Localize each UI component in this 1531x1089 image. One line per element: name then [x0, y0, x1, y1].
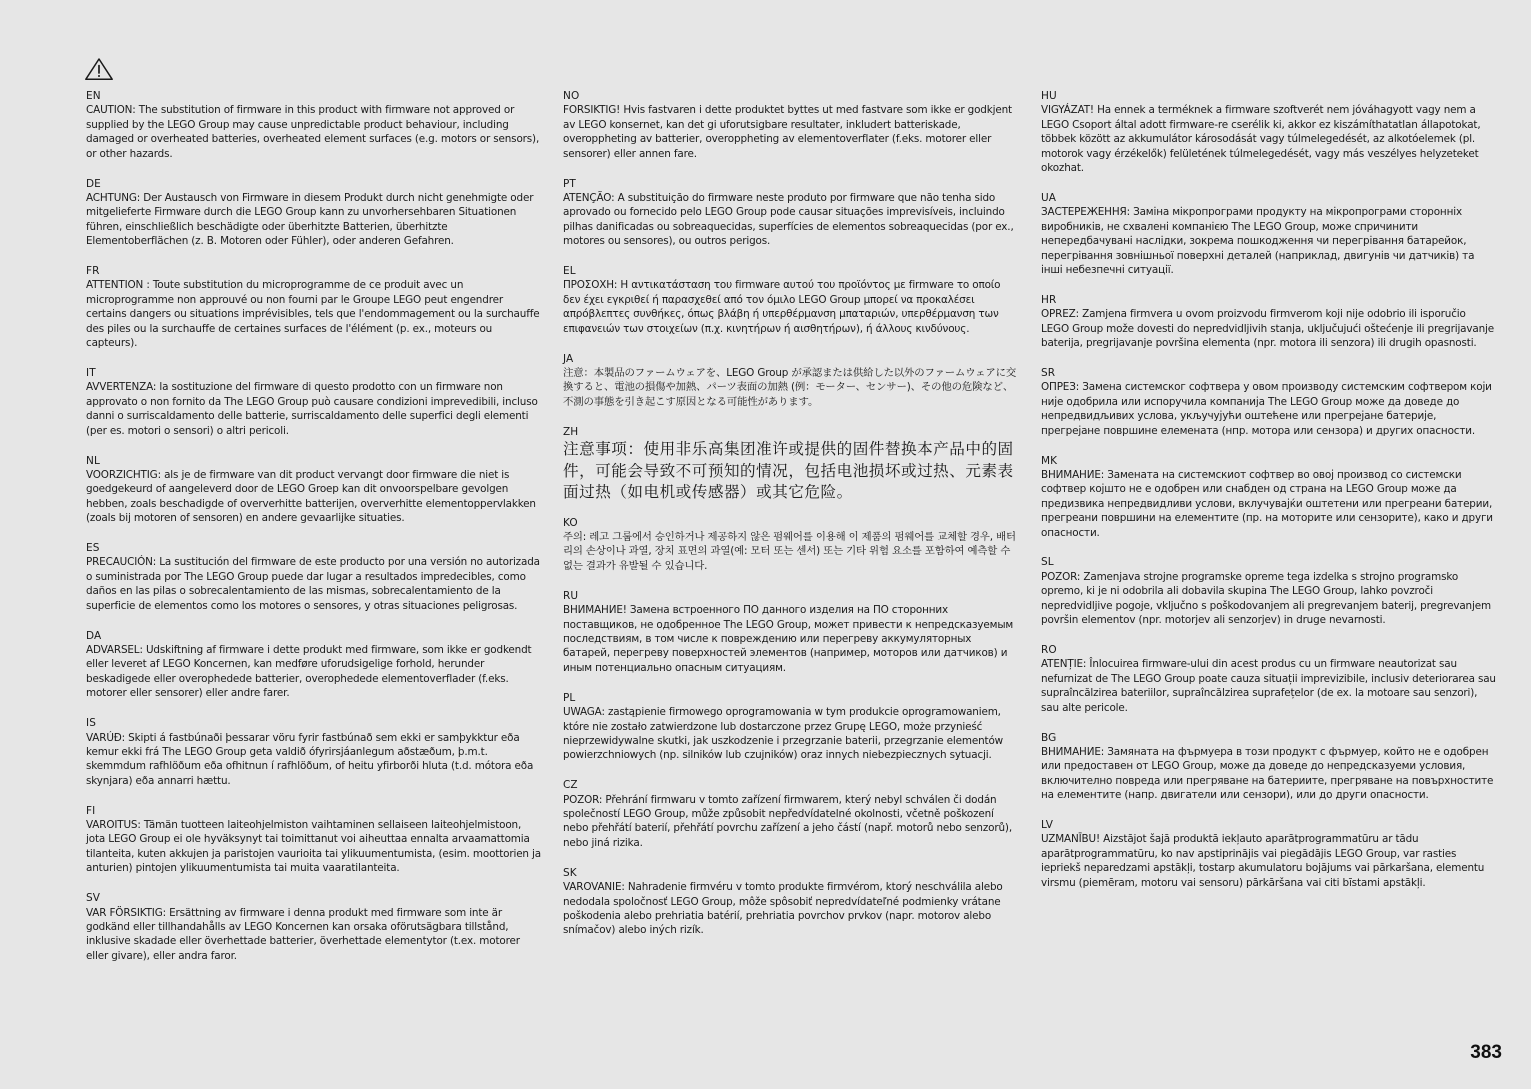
- language-code: NO: [563, 90, 580, 102]
- language-code: RU: [563, 589, 579, 602]
- warning-block-pt: [563, 177, 1019, 249]
- language-code: DA: [86, 629, 102, 642]
- warnings-column-3: [1041, 89, 1496, 906]
- language-code: UA: [1041, 191, 1057, 204]
- language-code: BG: [1041, 731, 1057, 744]
- warning-text: OPREZ: Zamjena firmvera u ovom proizvodu firmverom koji nije odobrio ili isporučio LEGO Group može dovesti do nepredvidljivih stanja, uključujući oštećenje ili pregrijavanje baterija, pregrijavanje površina elementa (npr. motora ili senzora) ili drugih opasnosti.: [1041, 308, 1495, 350]
- language-code: KO: [563, 516, 578, 529]
- warning-block-ua: [1041, 191, 1496, 277]
- page-number: 383: [1470, 1042, 1502, 1063]
- warning-text: ATENÇÃO: A substituição do firmware neste produto por firmware que não tenha sido aprovado ou fornecido pelo LEGO Group pode causar situações imprevisíveis, incluindo pilhas danificadas ou sobreaquecidas, superfícies de elementos sobreaquecidas (por ex., motores ou sensores), ou outros perigos.: [563, 191, 1014, 248]
- warning-text: VARÚÐ: Skipti á fastbúnaði þessarar vöru fyrir fastbúnað sem ekki er samþykktur eða kemur ekki frá The LEGO Group geta valdið ófyrirsjáanlegum aðstæðum, þ.m.t. skemmdum rafhlöðum eða ofhitnun í rafhlöðum, of heitu yfirborði hluta (t.d. mótora eða skynjara) eða annarri hættu.: [86, 731, 534, 787]
- warning-text: FORSIKTIG! Hvis fastvaren i dette produktet byttes ut med fastvare som ikke er godkjent av LEGO konsernet, kan det gi uforutsigbare resultater, inkludert batteriskade, overoppheting av batterier, overoppheting av elementoverflater (f.eks. motorer eller sensorer) eller annen fare.: [563, 104, 1012, 160]
- warning-block-sl: [1041, 555, 1496, 627]
- warning-text: ВНИМАНИЕ: Замяната на фърмуера в този продукт с фърмуер, който не е одобрен или предоставен от LEGO Group, може да доведе до непредсказуеми условия, включително повреда или прегряване на батериите, прегряване на повърхностите на елементите (напр. двигатели или сензори), или до други опасности.: [1041, 745, 1494, 802]
- language-code: SR: [1041, 367, 1056, 379]
- warning-block-fi: [86, 804, 542, 876]
- warning-block-bg: [1041, 731, 1496, 803]
- language-code: FR: [86, 265, 100, 278]
- warning-block-en: [86, 89, 542, 161]
- language-code: DE: [86, 177, 101, 190]
- warning-text: UZMANĪBU! Aizstājot šajā produktā iekļauto aparātprogrammatūru ar tādu aparātprogrammatūru, ko nav apstiprinājis vai piegādājis LEGO Group, var rasties iepriekš neparedzami apstākļi, tostarp akumulatoru bojājums vai pārkaršana, elementu virsmu (piemēram, motoru vai sensoru) pārkāršana vai citi bīstami apstākļi.: [1041, 833, 1485, 889]
- language-code: ZH: [563, 425, 579, 438]
- warning-block-nl: [86, 454, 542, 526]
- warnings-column-1: [86, 89, 542, 979]
- warning-block-sr: [1041, 366, 1496, 438]
- warning-text: 注意事项：使用非乐高集团准许或提供的固件替换本产品中的固件，可能会导致不可预知的情况，包括电池损坏或过热、元素表面过热（如电机或传感器）或其它危险。: [563, 440, 1014, 502]
- warning-block-ru: [563, 589, 1019, 675]
- warning-block-ro: [1041, 643, 1496, 715]
- warning-text: ATENȚIE: Înlocuirea firmware-ului din acest produs cu un firmware neautorizat sau nefurnizat de The LEGO Group poate cauza situații imprevizibile, inclusiv deteriorarea sau supraîncălzirea bateriilor, supraîncălzirea suprafețelor (de ex. la motoare sau senzori), sau alte pericole.: [1041, 658, 1496, 714]
- language-code: CZ: [563, 779, 578, 792]
- language-code: JA: [563, 352, 574, 365]
- language-code: PT: [563, 177, 576, 190]
- warning-block-lv: [1041, 818, 1496, 890]
- warning-text: ACHTUNG: Der Austausch von Firmware in diesem Produkt durch nicht genehmigte oder mitgelieferte Firmware durch die LEGO Group kann zu unvorhersehbaren Situationen führen, einschließlich beschädigte oder überhitzte Batterien, überhitzte Elementoberflächen (z. B. Motoren oder Fühler), oder anderen Gefahren.: [86, 191, 534, 248]
- warning-text: VIGYÁZAT! Ha ennek a terméknek a firmware szoftverét nem jóváhagyott vagy nem a LEGO Csoport által adott firmware-re cserélik ki, akkor ez kiszámíthatatlan állapotokat, többek között az akkumulátor károsodását vagy túlmelegedését, az alkotóelemek (pl. motorok vagy érzékelők) felületének túlmelegedését, vagy más veszélyes helyzeteket okozhat.: [1041, 104, 1481, 175]
- warning-text: UWAGA: zastąpienie firmowego oprogramowania w tym produkcie oprogramowaniem, które nie zostało zatwierdzone lub dostarczone przez Grupę LEGO, może przynieść nieprzewidywalne skutki, jak uszkodzenie i przegrzanie baterii, przegrzanie elementów powierzchniowych (np. silników lub czujników) oraz innych niebezpiecznych sytuacji.: [563, 706, 1004, 762]
- language-code: RO: [1041, 644, 1057, 656]
- language-code: FI: [86, 804, 96, 817]
- warning-text: ΠΡΟΣΟΧΗ: Η αντικατάσταση του firmware αυτού του προϊόντος με firmware το οποίο δεν έχει εγκριθεί ή παρασχεθεί από τον όμιλο LEGO Group μπορεί να προκαλέσει απρόβλεπτες συνθήκες, όπως βλάβη ή υπερθέρμανση μπαταριών, υπερθέρμανση των επιφανειών των στοιχείων (π.χ. κινητήρων ή αισθητήρων), ή άλλους κινδύνους.: [563, 279, 1001, 335]
- warning-text: VAROVANIE: Nahradenie firmvéru v tomto produkte firmvérom, ktorý neschválila alebo nedodala spoločnosť LEGO Group, môže spôsobiť nepredvídateľné podmienky vrátane poškodenia alebo prehriatia batérií, prehriatia povrchov prvkov (napr. motorov alebo snímačov) alebo iných rizík.: [563, 881, 1003, 937]
- warning-block-hu: [1041, 89, 1496, 175]
- warning-text: VOORZICHTIG: als je de firmware van dit product vervangt door firmware die niet is goedgekeurd of aangeleverd door de LEGO Groep kan dit onvoorspelbare gevolgen hebben, zoals beschadigde of oververhitte batterijen, oververhitte elementoppervlakken (zoals bij motoren of sensoren) en andere gevaarlijke situaties.: [86, 468, 536, 525]
- language-code: PL: [563, 691, 576, 704]
- warning-block-fr: [86, 264, 542, 350]
- warning-block-mk: [1041, 454, 1496, 540]
- warning-text: CAUTION: The substitution of firmware in this product with firmware not approved or supplied by the LEGO Group may cause unpredictable product behaviour, including damaged or overheated batteries, overheated element surfaces (e.g. motors or sensors), or other hazards.: [86, 104, 540, 160]
- warning-block-cz: [563, 778, 1019, 850]
- warning-block-da: [86, 629, 542, 701]
- warning-block-ja: [563, 352, 1019, 410]
- warning-text: ВНИМАНИЕ: Замената на системскиот софтвер во овој производ со системски софтвер којшто не е одобрен или снабден од страна на LEGO Group може да предизвика непредвидливи услови, вклучувајќи оштетени или прегреани батерии, прегреани површини на елементите (пр. на моторите или сензорите), како и други опасности.: [1041, 468, 1493, 539]
- language-code: NL: [86, 454, 100, 467]
- language-code: MK: [1041, 454, 1058, 467]
- warning-block-pl: [563, 691, 1019, 763]
- warning-text: VAR FÖRSIKTIG: Ersättning av firmware i denna produkt med firmware som inte är godkänd eller tillhandahålls av LEGO Koncernen kan orsaka oförutsägbara tillstånd, inklusive skadade eller överhettade batterier, överhettade elementytor (t.ex. motorer eller givare), eller andra faror.: [86, 906, 520, 962]
- language-code: HU: [1041, 90, 1057, 102]
- warning-block-no: [563, 89, 1019, 161]
- warning-block-sk: [563, 866, 1019, 938]
- warning-text: ОПРЕЗ: Замена системског софтвера у овом производу системским софтвером који није одобрила или испоручила компанија The LEGO Group може да доведе до непредвидљивих услова, укључујући оштећене или прегрејане батерије, прегрејане површине елемената (нпр. мотора или сензора) и других опасности.: [1041, 381, 1492, 437]
- warning-block-zh: [563, 425, 1019, 504]
- language-code: EL: [563, 265, 576, 278]
- warning-triangle-icon: [84, 57, 114, 81]
- warning-text: 注意：本製品のファームウェアを、LEGO Group が承認または供給した以外のファームウェアに交換すると、電池の損傷や加熱、パーツ表面の加熱 (例：モーター、センサー)、その他の危険など、不測の事態を引き起こす原因となる可能性があります。: [563, 367, 1017, 408]
- language-code: SV: [86, 892, 101, 905]
- warning-block-de: [86, 177, 542, 249]
- language-code: EN: [86, 90, 101, 102]
- warning-block-es: [86, 541, 542, 613]
- warning-block-it: [86, 366, 542, 438]
- language-code: HR: [1041, 293, 1057, 306]
- warning-block-hr: [1041, 293, 1496, 351]
- warning-block-el: [563, 264, 1019, 336]
- warning-text: POZOR: Zamenjava strojne programske opreme tega izdelka s strojno programsko opremo, ki je ni odobrila ali dobavila skupina The LEGO Group, lahko povzroči nepredvidljive pogoje, vključno s poškodovanjem ali pregrevanjem baterij, pregrevanjem površin elementov (npr. motorjev ali senzorjev) in druge nevarnosti.: [1041, 570, 1491, 627]
- warning-text: ВНИМАНИЕ! Замена встроенного ПО данного изделия на ПО сторонних поставщиков, не одобренное The LEGO Group, может привести к непредсказуемым последствиям, в том числе к повреждению или перегреву аккумуляторных батарей, перегреву поверхностей элементов (например, моторов или датчиков) и иным потенциально опасным ситуациям.: [563, 604, 1014, 674]
- warning-text: VAROITUS: Tämän tuotteen laiteohjelmiston vaihtaminen sellaiseen laiteohjelmistoon, jota LEGO Group ei ole hyväksynyt tai toimittanut voi aiheuttaa ennalta arvaamattomia tilanteita, kuten akkujen ja paristojen vaurioita tai ylikuumentumista, (esim. moottorien ja anturien) pintojen ylikuumentumista tai muita vaaratilanteita.: [86, 819, 541, 875]
- warning-text: ADVARSEL: Udskiftning af firmware i dette produkt med firmware, som ikke er godkendt eller leveret af LEGO Koncernen, kan medføre uforudsigelige forhold, herunder beskadigede eller overophedede batterier, overophedede elementoverflader (f.eks. motorer eller sensorer) eller andre farer.: [86, 644, 532, 700]
- warning-block-is: [86, 716, 542, 788]
- warnings-column-2: [563, 89, 1019, 953]
- language-code: IS: [86, 717, 96, 730]
- warning-text: 주의: 레고 그룹에서 승인하거나 제공하지 않은 펌웨어를 이용해 이 제품의 펌웨어를 교체할 경우, 배터리의 손상이나 과열, 장치 표면의 과열(예: 모터 또는 센서) 또는 기타 위험 요소를 포함하여 예측할 수 없는 결과가 유발될 수 있습니다.: [563, 531, 1016, 572]
- warning-block-sv: [86, 891, 542, 963]
- language-code: SL: [1041, 556, 1054, 569]
- warning-text: ЗАСТЕРЕЖЕННЯ: Заміна мікропрограми продукту на мікропрограми сторонніх виробників, не схвалені компанією The LEGO Group, може спричинити непередбачувані наслідки, зокрема пошкодження чи перегрівання батарейок, перегрівання зовнішньої поверхні деталей (наприклад, двигунів чи датчиків) та інші небезпечні ситуації.: [1041, 206, 1475, 276]
- warning-text: AVVERTENZA: la sostituzione del firmware di questo prodotto con un firmware non approvato o non fornito da The LEGO Group può causare condizioni imprevedibili, incluso danni o surriscaldamento delle batterie, surriscaldamento delle superfici degli elementi (per es. motori o sensori) o altri pericoli.: [86, 381, 538, 437]
- language-code: SK: [563, 866, 577, 879]
- language-code: LV: [1041, 819, 1054, 832]
- warning-block-ko: [563, 516, 1019, 574]
- warning-text: POZOR: Přehrání firmwaru v tomto zařízení firmwarem, který nebyl schválen či dodán společností LEGO Group, může způsobit nepředvídatelné okolnosti, včetně poškození nebo přehřátí baterií, přehřátí povrchu zařízení a jeho částí (např. motorů nebo senzorů), nebo jiná rizika.: [563, 793, 1012, 849]
- language-code: IT: [86, 367, 96, 379]
- language-code: ES: [86, 542, 100, 555]
- warning-text: ATTENTION : Toute substitution du microprogramme de ce produit avec un microprogramme non approuvé ou non fourni par le Groupe LEGO peut engendrer certains dangers ou situations imprévisibles, tels que l'endommagement ou la surchauffe des piles ou la surchauffe de certaines surfaces de l'élément (p. ex., moteurs ou capteurs).: [86, 279, 540, 350]
- warning-text: PRECAUCIÓN: La sustitución del firmware de este producto por una versión no autorizada o suministrada por The LEGO Group puede dar lugar a resultados impredecibles, como daños en las pilas o sobrecalentamiento de las mismas, sobrecalentamiento de la superficie de elementos como los motores o sensores, y otras situaciones peligrosas.: [86, 556, 540, 612]
